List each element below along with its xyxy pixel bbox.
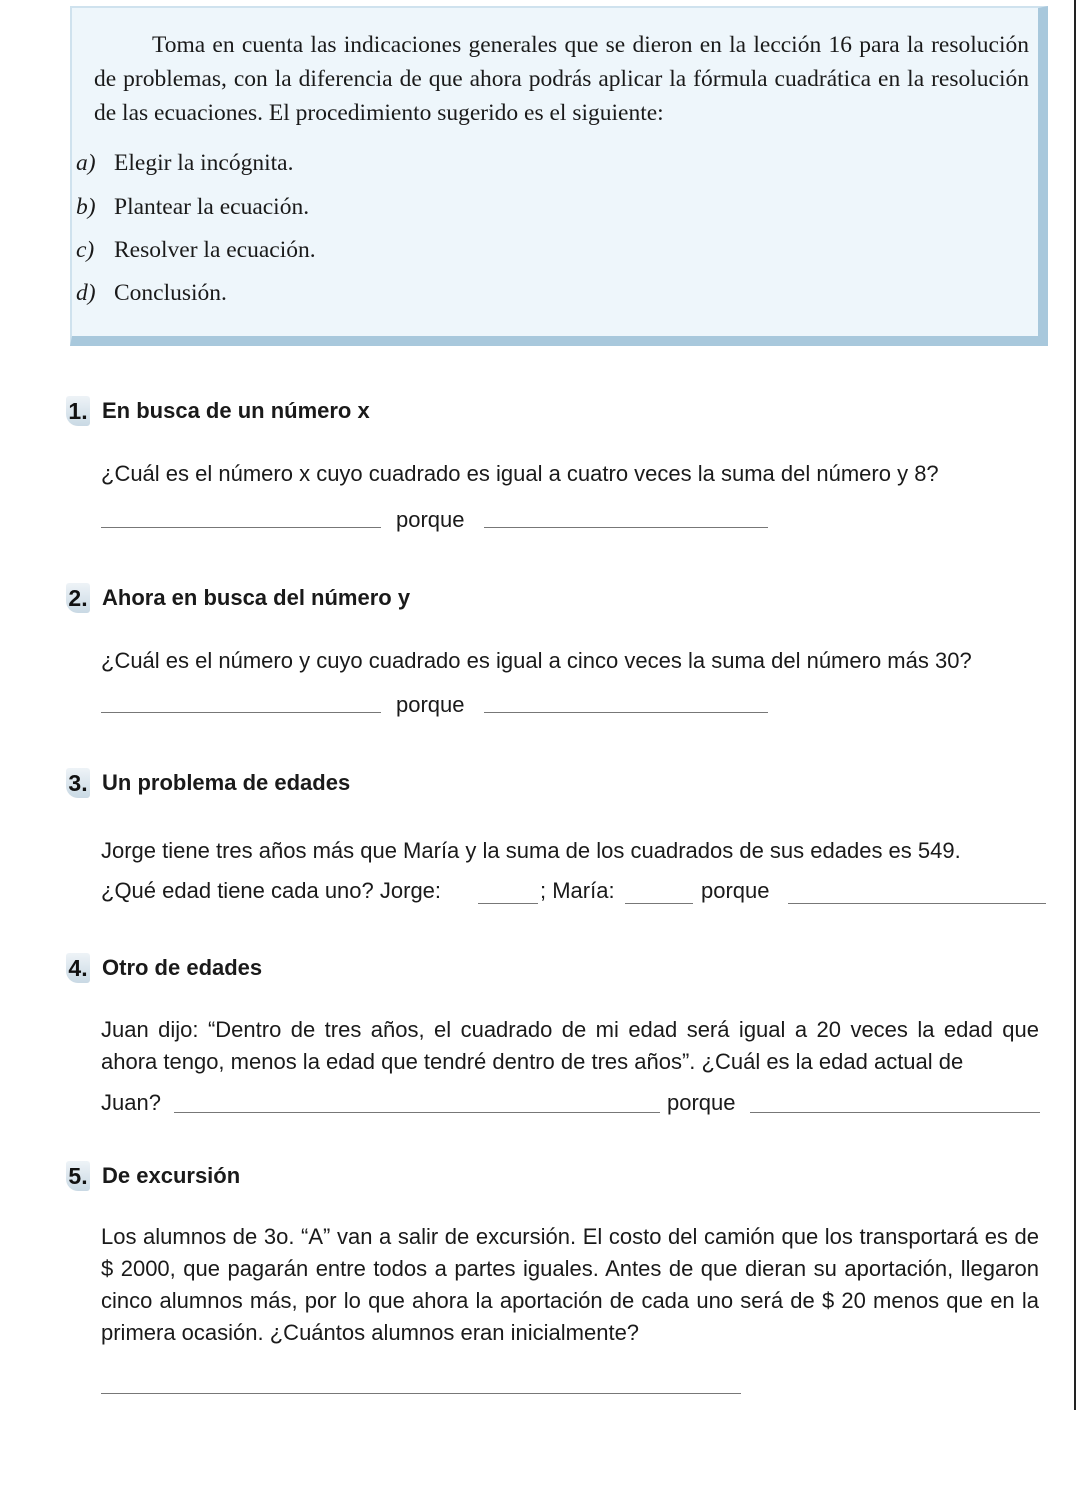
step-a [76, 150, 293, 177]
answer-line[interactable] [174, 1112, 660, 1113]
porque-label: porque [396, 507, 465, 532]
reason-line[interactable] [484, 712, 768, 713]
age-question: ¿Qué edad tiene cada uno? Jorge: [101, 878, 442, 903]
problem-title: En busca de un número x [102, 398, 370, 423]
step-d [76, 280, 227, 307]
problem-title: Otro de edades [102, 955, 263, 980]
maria-label: ; María: [540, 878, 615, 903]
step-letter: b) [76, 194, 96, 220]
problem-number-badge: 5. [66, 1161, 90, 1191]
page-edge [1074, 0, 1076, 1410]
problem-number-badge: 4. [66, 953, 90, 983]
porque-label: porque [701, 878, 770, 903]
problem-title: De excursión [102, 1163, 241, 1188]
answer-line[interactable] [101, 1393, 741, 1394]
reason-line[interactable] [788, 903, 1046, 904]
porque-label: porque [667, 1090, 736, 1115]
step-letter: a) [76, 150, 96, 176]
step-letter: c) [76, 237, 95, 263]
maria-answer-line[interactable] [625, 903, 693, 904]
answer-line[interactable] [101, 712, 381, 713]
problem-question: Los alumnos de 3o. “A” van a salir de excursión. El costo del camión que los transportará es de $ 2000, que pagarán entre todos a partes iguales. Antes de que dieran su aportación, llegaron cinco alumnos más, por lo que ahora la aportación de cada uno será de $ 20 menos que en la primera ocasión. ¿Cuántos alumnos eran inicialmente? [101, 1224, 1039, 1345]
step-letter: d) [76, 280, 96, 306]
reason-line[interactable] [484, 527, 768, 528]
reason-line[interactable] [750, 1112, 1040, 1113]
jorge-answer-line[interactable] [478, 903, 538, 904]
step-text: Conclusión. [114, 280, 227, 306]
step-text: Elegir la incógnita. [114, 150, 294, 176]
step-c [76, 237, 316, 264]
answer-line[interactable] [101, 527, 381, 528]
problem-title: Ahora en busca del número y [102, 585, 411, 610]
problem-question: Jorge tiene tres años más que María y la suma de los cuadrados de sus edades es 549. [101, 838, 961, 863]
problem-question: ¿Cuál es el número x cuyo cuadrado es igual a cuatro veces la suma del número y 8? [101, 461, 939, 486]
step-text: Resolver la ecuación. [114, 237, 316, 263]
instructions-paragraph: Toma en cuenta las indicaciones generales que se dieron en la lección 16 para la resolución de problemas, con la diferencia de que ahora podrás aplicar la fórmula cuadrática en la resolución de las ecuaciones. El procedimiento sugerido es el siguiente: [94, 32, 1029, 126]
step-b [76, 194, 309, 221]
step-text: Plantear la ecuación. [114, 194, 310, 220]
porque-label: porque [396, 692, 465, 717]
problem-number-badge: 3. [66, 768, 90, 798]
problem-question: ¿Cuál es el número y cuyo cuadrado es igual a cinco veces la suma del número más 30? [101, 648, 972, 673]
problem-number-badge: 1. [66, 396, 90, 426]
problem-title: Un problema de edades [102, 770, 351, 795]
juan-label: Juan? [101, 1090, 161, 1115]
problem-question: Juan dijo: “Dentro de tres años, el cuadrado de mi edad será igual a 20 veces la edad que ahora tengo, menos la edad que tendré dentro de tres años”. ¿Cuál es la edad actual de [101, 1017, 1039, 1074]
problem-number-badge: 2. [66, 583, 90, 613]
